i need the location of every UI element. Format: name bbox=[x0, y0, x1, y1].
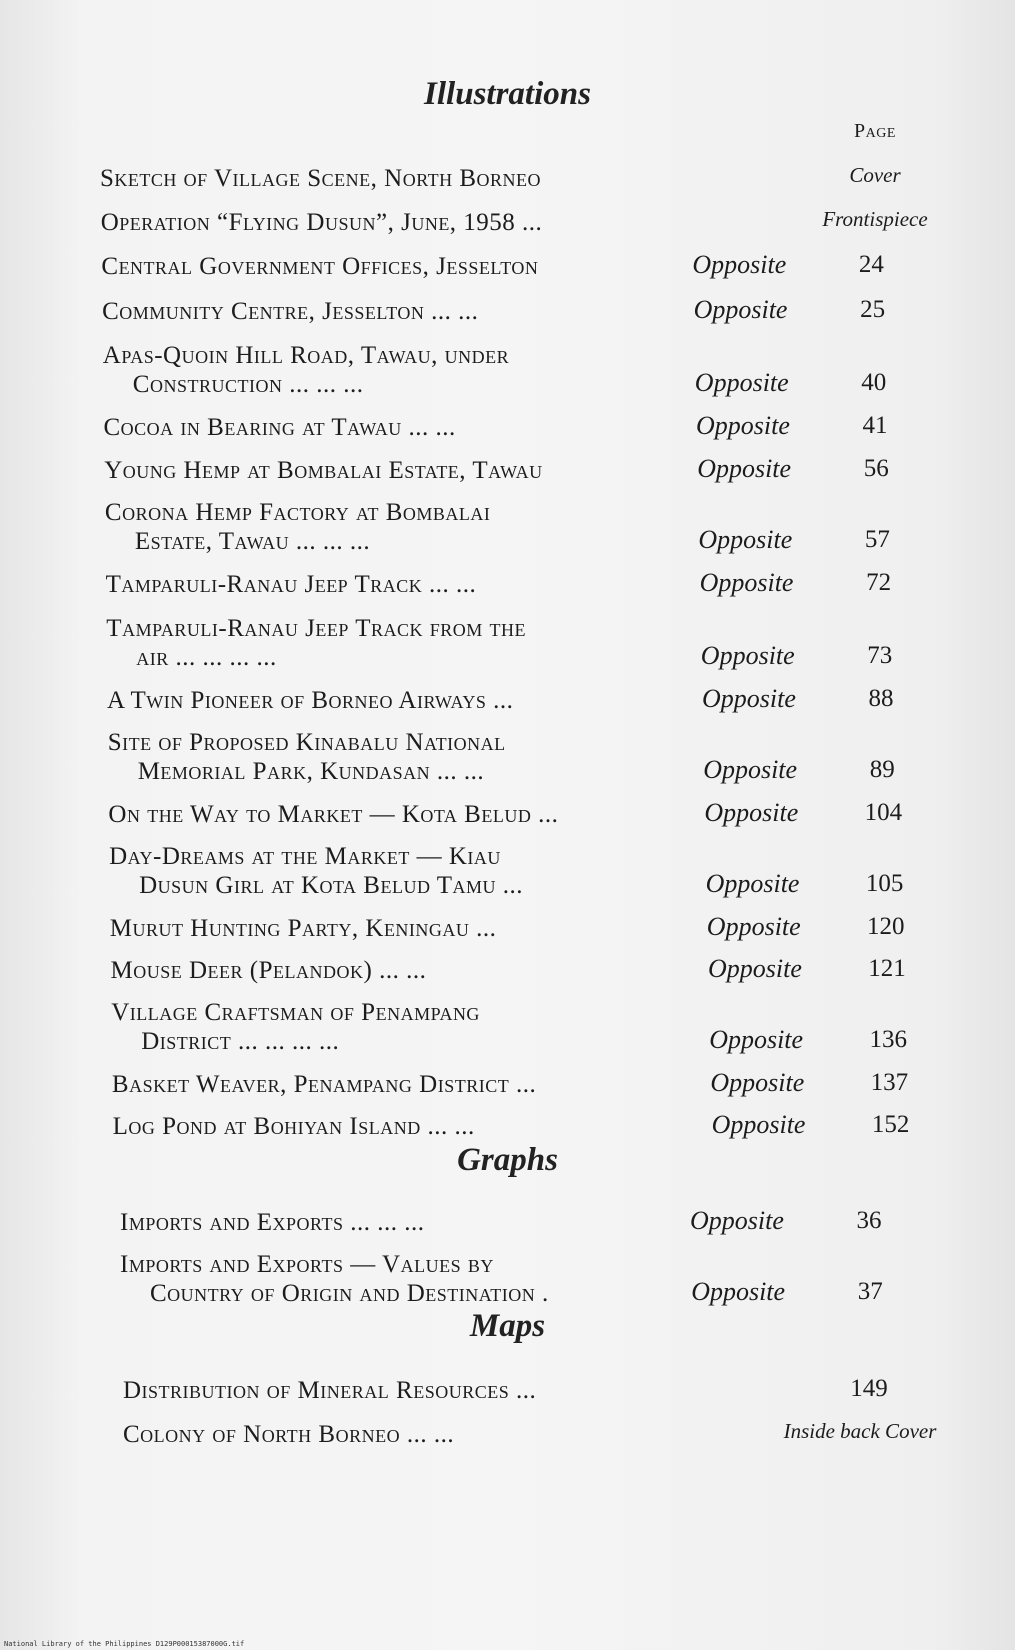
entry-title-line: Operation “Flying Dusun”, June, 1958 ... bbox=[100, 209, 543, 236]
entry-title-continuation: District ... ... ... ... bbox=[141, 1028, 340, 1055]
entry-title-line: Log Pond at Bohiyan Island ... ... bbox=[112, 1113, 475, 1140]
entry-title-line: Site of Proposed Kinabalu National bbox=[107, 729, 506, 756]
opposite-label: Opposite bbox=[698, 525, 793, 554]
opposite-label: Opposite bbox=[690, 1206, 784, 1235]
entry-title bbox=[103, 341, 663, 399]
entry-title bbox=[123, 1376, 683, 1405]
page-number: 72 bbox=[866, 569, 892, 596]
opposite-label: Opposite bbox=[700, 641, 795, 670]
entry-title-line: Central Government Offices, Jesselton bbox=[101, 253, 539, 280]
page-number: 120 bbox=[867, 913, 905, 940]
page-number: 88 bbox=[868, 685, 894, 712]
maps-heading: Maps bbox=[469, 1308, 546, 1344]
opposite-label: Opposite bbox=[705, 869, 800, 898]
entry-title-continuation: Construction ... ... ... bbox=[132, 371, 364, 398]
page-number: Cover bbox=[849, 163, 901, 187]
page-number: 149 bbox=[850, 1375, 888, 1402]
opposite-label: Opposite bbox=[709, 1025, 804, 1054]
entry-title-line: Distribution of Mineral Resources ... bbox=[123, 1377, 537, 1404]
scan-footer: National Library of the Philippines D129P00015387000G.tif bbox=[4, 1640, 245, 1648]
page-number: 152 bbox=[871, 1111, 910, 1138]
entry-title bbox=[108, 800, 668, 829]
entry-title bbox=[101, 252, 661, 281]
entry-title-line: Basket Weaver, Penampang District ... bbox=[111, 1071, 537, 1098]
entry-title-line: Village Craftsman of Penampang bbox=[111, 999, 480, 1026]
opposite-label: Opposite bbox=[697, 454, 792, 483]
opposite-label: Opposite bbox=[711, 1110, 806, 1139]
entry-title bbox=[111, 956, 671, 985]
entry-title bbox=[108, 728, 668, 786]
entry-title-continuation: Memorial Park, Kundasan ... ... bbox=[137, 758, 485, 785]
entry-title bbox=[101, 208, 661, 237]
page-number: 40 bbox=[861, 369, 887, 396]
entry-title-line: On the Way to Market — Kota Belud ... bbox=[108, 801, 559, 828]
opposite-label: Opposite bbox=[699, 568, 794, 597]
entry-title bbox=[109, 842, 669, 900]
opposite-label: Opposite bbox=[691, 1277, 786, 1306]
opposite-label: Opposite bbox=[710, 1068, 805, 1097]
entry-title-continuation: Country of Origin and Destination . bbox=[150, 1280, 549, 1307]
opposite-label: Opposite bbox=[704, 798, 799, 827]
entry-title-line: Tamparuli-Ranau Jeep Track from the bbox=[106, 615, 526, 642]
page-number: 105 bbox=[865, 870, 904, 897]
entry-title bbox=[104, 456, 664, 485]
page-number: 56 bbox=[863, 455, 889, 482]
entry-title bbox=[112, 1070, 672, 1099]
entry-title-line: Imports and Exports ... ... ... bbox=[120, 1209, 425, 1236]
entry-title-line: Tamparuli-Ranau Jeep Track ... ... bbox=[105, 571, 477, 598]
entry-title bbox=[106, 570, 666, 599]
entry-title-line: Community Centre, Jesselton ... ... bbox=[102, 298, 479, 325]
entry-title bbox=[105, 498, 665, 556]
page-number: 136 bbox=[869, 1026, 907, 1053]
entry-title bbox=[123, 1420, 683, 1449]
entry-title bbox=[100, 164, 660, 193]
opposite-label: Opposite bbox=[692, 250, 787, 279]
page-number: Inside back Cover bbox=[783, 1419, 937, 1443]
entry-title-continuation: Dusun Girl at Kota Belud Tamu ... bbox=[139, 872, 524, 899]
page-number: 25 bbox=[860, 296, 886, 323]
entry-title bbox=[113, 1112, 673, 1141]
entry-title bbox=[120, 1208, 680, 1237]
page-number: 37 bbox=[857, 1278, 883, 1305]
entry-title bbox=[107, 686, 667, 715]
page-number: 36 bbox=[856, 1207, 882, 1234]
entry-title-line: Corona Hemp Factory at Bombalai bbox=[104, 499, 491, 526]
entry-title-line: Cocoa in Bearing at Tawau ... ... bbox=[103, 414, 456, 441]
page-number: 89 bbox=[869, 756, 895, 783]
entry-title bbox=[106, 614, 666, 672]
entry-title-line: Mouse Deer (Pelandok) ... ... bbox=[110, 957, 427, 984]
entry-title bbox=[110, 914, 670, 943]
page-number: 137 bbox=[870, 1069, 909, 1096]
page-number: 57 bbox=[864, 526, 890, 553]
entry-title-line: Murut Hunting Party, Keningau ... bbox=[109, 915, 497, 942]
page-number: 41 bbox=[862, 412, 888, 439]
graphs-heading: Graphs bbox=[457, 1142, 558, 1178]
entry-title-line: Sketch of Village Scene, North Borneo bbox=[100, 165, 542, 192]
opposite-label: Opposite bbox=[696, 411, 790, 440]
opposite-label: Opposite bbox=[706, 912, 801, 941]
entry-title bbox=[111, 998, 671, 1056]
opposite-label: Opposite bbox=[702, 684, 796, 713]
entry-title-line: Colony of North Borneo ... ... bbox=[123, 1421, 455, 1448]
illustrations-heading: Illustrations bbox=[424, 76, 591, 112]
entry-title-line: Day-Dreams at the Market — Kiau bbox=[109, 843, 501, 870]
entry-title-line: A Twin Pioneer of Borneo Airways ... bbox=[107, 687, 514, 714]
opposite-label: Opposite bbox=[693, 295, 788, 324]
entry-title-line: Young Hemp at Bombalai Estate, Tawau bbox=[104, 457, 543, 484]
page-number: 104 bbox=[864, 799, 903, 826]
entry-title bbox=[120, 1250, 680, 1308]
entry-title-line: Apas-Quoin Hill Road, Tawau, under bbox=[102, 342, 510, 369]
entry-title-continuation: Estate, Tawau ... ... ... bbox=[134, 528, 371, 555]
opposite-label: Opposite bbox=[708, 954, 802, 983]
entry-title-line: Imports and Exports — Values by bbox=[120, 1251, 494, 1278]
entry-title bbox=[102, 297, 662, 326]
page-number: 121 bbox=[868, 955, 906, 982]
entry-title-continuation: air ... ... ... ... bbox=[136, 644, 277, 671]
page-number: 24 bbox=[858, 251, 884, 278]
opposite-label: Opposite bbox=[694, 368, 789, 397]
page-number: Frontispiece bbox=[822, 207, 928, 231]
entry-title bbox=[104, 413, 664, 442]
opposite-label: Opposite bbox=[703, 755, 798, 784]
page-column-heading: Page bbox=[854, 120, 896, 142]
page-number: 73 bbox=[867, 642, 893, 669]
